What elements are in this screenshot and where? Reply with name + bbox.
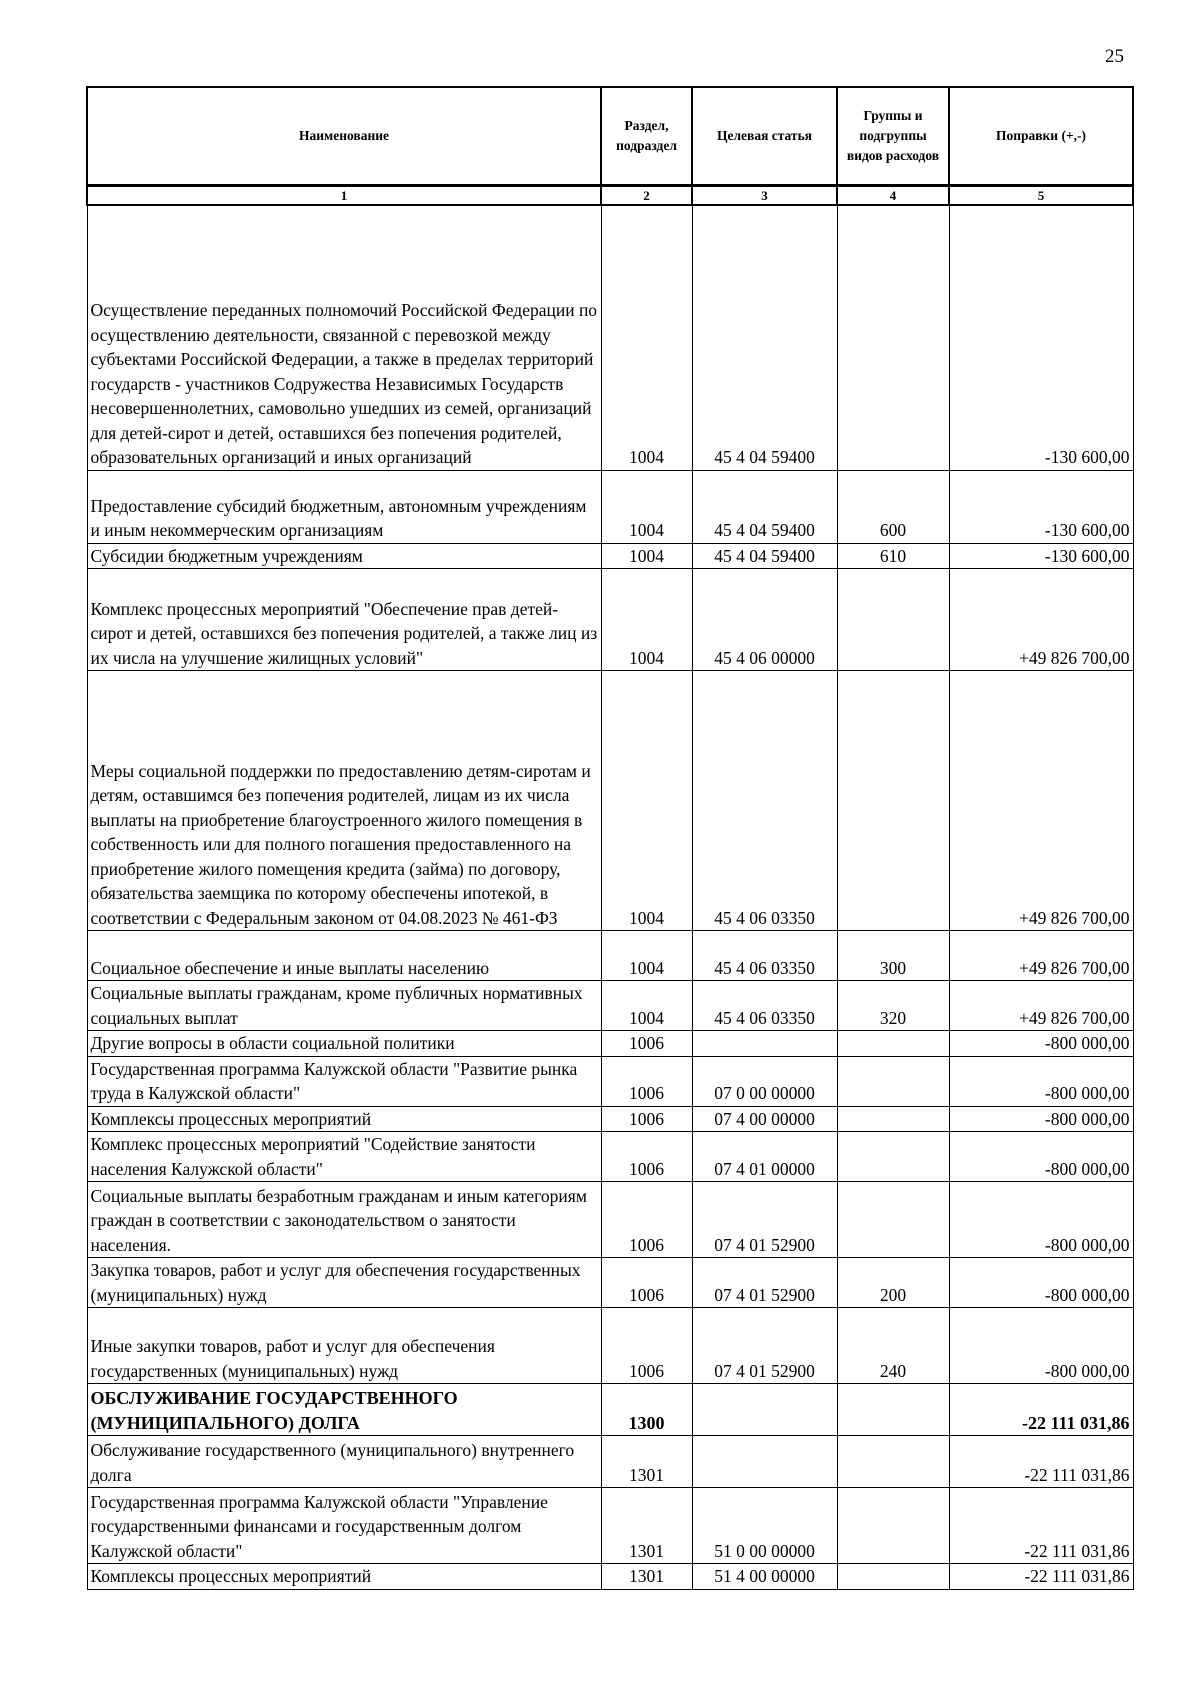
row-amount: -130 600,00 bbox=[949, 543, 1133, 569]
table-row bbox=[87, 1308, 1133, 1384]
row-target: 45 4 06 00000 bbox=[692, 569, 837, 671]
row-group bbox=[837, 1384, 949, 1436]
row-name: Другие вопросы в области социальной политики bbox=[87, 1031, 601, 1057]
table-row bbox=[87, 671, 1133, 931]
table-row bbox=[87, 543, 1133, 569]
row-section: 1006 bbox=[601, 1132, 692, 1182]
row-section: 1006 bbox=[601, 1258, 692, 1308]
row-target: 45 4 06 03350 bbox=[692, 931, 837, 981]
row-name: Комплекс процессных мероприятий "Содействие занятости населения Калужской области" bbox=[87, 1132, 601, 1182]
row-group: 320 bbox=[837, 981, 949, 1031]
row-group bbox=[837, 1132, 949, 1182]
row-section: 1006 bbox=[601, 1308, 692, 1384]
row-amount: -800 000,00 bbox=[949, 1132, 1133, 1182]
row-group bbox=[837, 1182, 949, 1258]
row-amount: -130 600,00 bbox=[949, 205, 1133, 470]
row-section: 1301 bbox=[601, 1436, 692, 1488]
row-section: 1004 bbox=[601, 671, 692, 931]
row-target: 07 4 01 52900 bbox=[692, 1308, 837, 1384]
row-target: 45 4 04 59400 bbox=[692, 205, 837, 470]
row-target: 45 4 06 03350 bbox=[692, 981, 837, 1031]
row-name: Социальные выплаты гражданам, кроме публичных нормативных социальных выплат bbox=[87, 981, 601, 1031]
table-row bbox=[87, 1258, 1133, 1308]
col-number-4: 4 bbox=[837, 186, 949, 206]
table-row bbox=[87, 981, 1133, 1031]
row-target: 45 4 04 59400 bbox=[692, 543, 837, 569]
row-section: 1006 bbox=[601, 1106, 692, 1132]
row-target: 45 4 04 59400 bbox=[692, 470, 837, 543]
row-name: Комплексы процессных мероприятий bbox=[87, 1564, 601, 1590]
row-name: ОБСЛУЖИВАНИЕ ГОСУДАРСТВЕННОГО (МУНИЦИПАЛЬНОГО) ДОЛГА bbox=[87, 1384, 601, 1436]
header-amendments: Поправки (+,-) bbox=[949, 87, 1133, 186]
row-name: Субсидии бюджетным учреждениям bbox=[87, 543, 601, 569]
col-number-5: 5 bbox=[949, 186, 1133, 206]
row-amount: -800 000,00 bbox=[949, 1106, 1133, 1132]
header-target: Целевая статья bbox=[692, 87, 837, 186]
row-name: Обслуживание государственного (муниципального) внутреннего долга bbox=[87, 1436, 601, 1488]
row-amount: -800 000,00 bbox=[949, 1182, 1133, 1258]
row-amount: -800 000,00 bbox=[949, 1308, 1133, 1384]
table-row bbox=[87, 1056, 1133, 1106]
col-number-1: 1 bbox=[87, 186, 601, 206]
row-name: Иные закупки товаров, работ и услуг для обеспечения государственных (муниципальных) нужд bbox=[87, 1308, 601, 1384]
row-target bbox=[692, 1436, 837, 1488]
row-name: Социальные выплаты безработным гражданам и иным категориям граждан в соответствии с законодательством о занятости населения. bbox=[87, 1182, 601, 1258]
row-group bbox=[837, 1106, 949, 1132]
row-section: 1301 bbox=[601, 1488, 692, 1564]
row-group bbox=[837, 205, 949, 470]
row-section: 1006 bbox=[601, 1031, 692, 1057]
row-name: Комплексы процессных мероприятий bbox=[87, 1106, 601, 1132]
col-number-3: 3 bbox=[692, 186, 837, 206]
table-row bbox=[87, 1488, 1133, 1564]
header-name: Наименование bbox=[87, 87, 601, 186]
row-group bbox=[837, 1488, 949, 1564]
col-number-2: 2 bbox=[601, 186, 692, 206]
row-amount: +49 826 700,00 bbox=[949, 981, 1133, 1031]
row-target: 45 4 06 03350 bbox=[692, 671, 837, 931]
row-section: 1301 bbox=[601, 1564, 692, 1590]
table-row bbox=[87, 1031, 1133, 1057]
row-target: 07 4 01 52900 bbox=[692, 1182, 837, 1258]
table-row bbox=[87, 1182, 1133, 1258]
row-amount: -800 000,00 bbox=[949, 1056, 1133, 1106]
row-section: 1004 bbox=[601, 470, 692, 543]
table-row-section-total bbox=[87, 1384, 1133, 1436]
row-name: Государственная программа Калужской области "Управление государственными финансами и государственным долгом Калужской области" bbox=[87, 1488, 601, 1564]
row-amount: -22 111 031,86 bbox=[949, 1488, 1133, 1564]
row-group: 200 bbox=[837, 1258, 949, 1308]
table-row bbox=[87, 1436, 1133, 1488]
row-name: Предоставление субсидий бюджетным, автономным учреждениям и иным некоммерческим организациям bbox=[87, 470, 601, 543]
table-row bbox=[87, 1106, 1133, 1132]
row-name: Социальное обеспечение и иные выплаты населению bbox=[87, 931, 601, 981]
row-target: 07 4 01 00000 bbox=[692, 1132, 837, 1182]
table-row bbox=[87, 470, 1133, 543]
row-name: Государственная программа Калужской области "Развитие рынка труда в Калужской области" bbox=[87, 1056, 601, 1106]
row-target: 07 0 00 00000 bbox=[692, 1056, 837, 1106]
row-section: 1004 bbox=[601, 981, 692, 1031]
row-name: Комплекс процессных мероприятий "Обеспечение прав детей-сирот и детей, оставшихся без попечения родителей, а также лиц из их числа на улучшение жилищных условий" bbox=[87, 569, 601, 671]
row-section: 1300 bbox=[601, 1384, 692, 1436]
row-group bbox=[837, 1436, 949, 1488]
row-group: 600 bbox=[837, 470, 949, 543]
row-group bbox=[837, 1056, 949, 1106]
budget-amendments-table bbox=[86, 86, 1134, 1590]
row-group: 300 bbox=[837, 931, 949, 981]
row-section: 1004 bbox=[601, 205, 692, 470]
table-row bbox=[87, 205, 1133, 470]
row-amount: +49 826 700,00 bbox=[949, 569, 1133, 671]
row-group bbox=[837, 671, 949, 931]
row-section: 1004 bbox=[601, 543, 692, 569]
header-section: Раздел, подраздел bbox=[601, 87, 692, 186]
row-target: 07 4 00 00000 bbox=[692, 1106, 837, 1132]
row-amount: -800 000,00 bbox=[949, 1031, 1133, 1057]
row-amount: -130 600,00 bbox=[949, 470, 1133, 543]
row-name: Осуществление переданных полномочий Российской Федерации по осуществлению деятельности, связанной с перевозкой между субъектами Российской Федерации, а также в пределах территорий государств - участников Содружества Независимых Государств несовершеннолетних, самовольно ушедших из семей, организаций для детей-сирот и детей, оставшихся без попечения родителей, образовательных организаций и иных организаций bbox=[87, 205, 601, 470]
row-section: 1004 bbox=[601, 931, 692, 981]
header-groups: Группы и подгруппы видов расходов bbox=[837, 87, 949, 186]
row-group: 610 bbox=[837, 543, 949, 569]
row-group bbox=[837, 569, 949, 671]
table-row bbox=[87, 1564, 1133, 1590]
row-section: 1004 bbox=[601, 569, 692, 671]
column-number-row bbox=[87, 186, 1133, 206]
table-row bbox=[87, 1132, 1133, 1182]
row-group: 240 bbox=[837, 1308, 949, 1384]
row-name: Закупка товаров, работ и услуг для обеспечения государственных (муниципальных) нужд bbox=[87, 1258, 601, 1308]
table-header-row bbox=[87, 87, 1133, 186]
page-number: 25 bbox=[1105, 46, 1124, 67]
row-target: 51 0 00 00000 bbox=[692, 1488, 837, 1564]
row-target bbox=[692, 1031, 837, 1057]
table-row bbox=[87, 569, 1133, 671]
row-group bbox=[837, 1564, 949, 1590]
row-amount: +49 826 700,00 bbox=[949, 931, 1133, 981]
row-amount: +49 826 700,00 bbox=[949, 671, 1133, 931]
row-target: 51 4 00 00000 bbox=[692, 1564, 837, 1590]
row-group bbox=[837, 1031, 949, 1057]
table-row bbox=[87, 931, 1133, 981]
row-section: 1006 bbox=[601, 1056, 692, 1106]
row-section: 1006 bbox=[601, 1182, 692, 1258]
row-target: 07 4 01 52900 bbox=[692, 1258, 837, 1308]
row-amount: -22 111 031,86 bbox=[949, 1564, 1133, 1590]
row-target bbox=[692, 1384, 837, 1436]
row-amount: -800 000,00 bbox=[949, 1258, 1133, 1308]
row-amount: -22 111 031,86 bbox=[949, 1384, 1133, 1436]
row-name: Меры социальной поддержки по предоставлению детям-сиротам и детям, оставшимся без попечения родителей, лицам из их числа выплаты на приобретение благоустроенного жилого помещения в собственность или для полного погашения предоставленного на приобретение жилого помещения кредита (займа) по договору, обязательства заемщика по которому обеспечены ипотекой, в соответствии с Федеральным законом от 04.08.2023 № 461-ФЗ bbox=[87, 671, 601, 931]
row-amount: -22 111 031,86 bbox=[949, 1436, 1133, 1488]
